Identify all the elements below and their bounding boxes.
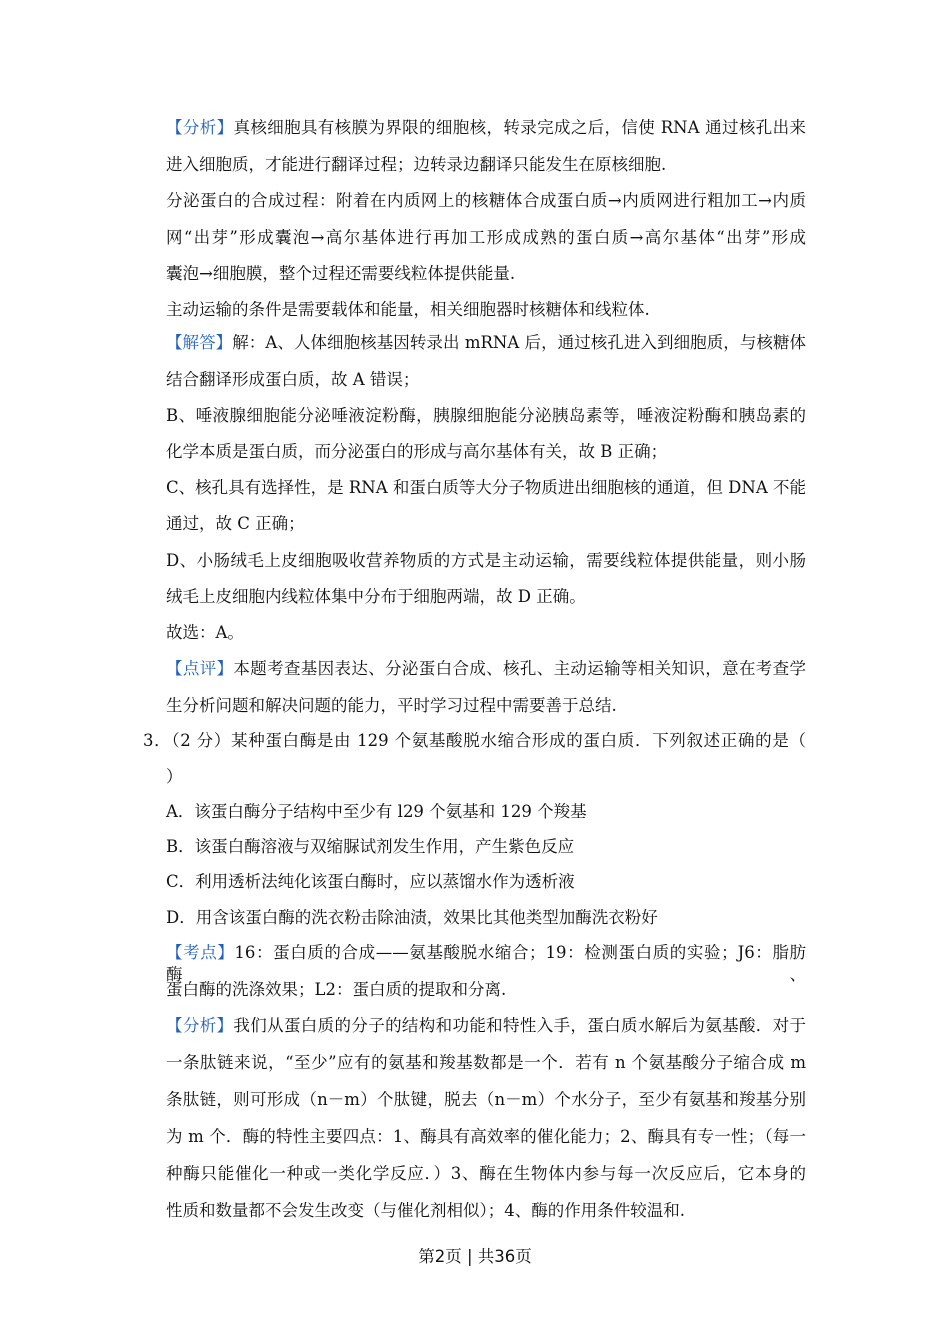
text-line	[166, 263, 806, 285]
line-text: 进入细胞质，才能进行翻译过程；边转录边翻译只能发生在原核细胞.	[166, 155, 667, 174]
line-text: C．利用透析法纯化该蛋白酶时，应以蒸馏水作为透析液	[166, 872, 575, 891]
text-line	[166, 441, 806, 463]
text-line	[166, 586, 806, 608]
line-text: 条肽链，则可形成（n－m）个肽键，脱去（n－m）个水分子，至少有氨基和羧基分别	[166, 1090, 806, 1109]
text-line	[166, 117, 806, 139]
line-text: B．该蛋白酶溶液与双缩脲试剂发生作用，产生紫色反应	[166, 837, 575, 856]
text-line	[166, 405, 806, 427]
text-line	[166, 871, 806, 893]
line-text: 为 m 个．酶的特性主要四点：1、酶具有高效率的催化能力；2、酶具有专一性；（每一	[166, 1127, 806, 1146]
section-tag: 【分析】	[166, 118, 234, 137]
line-text: 种酶只能催化一种或一类化学反应．）3、酶在生物体内参与每一次反应后，它本身的	[166, 1164, 806, 1183]
text-line	[166, 766, 806, 788]
text-line	[166, 801, 806, 823]
text-line	[166, 299, 806, 321]
line-text: C、核孔具有选择性，是 RNA 和蛋白质等大分子物质进出细胞核的通道，但 DNA 不能	[166, 478, 806, 497]
line-text: 主动运输的条件是需要载体和能量，相关细胞器时核糖体和线粒体.	[166, 300, 650, 319]
line-text: 一条肽链来说，“至少”应有的氨基和羧基数都是一个．若有 n 个氨基酸分子缩合成 m	[166, 1053, 806, 1072]
section-tag: 【解答】	[166, 333, 233, 352]
section-tag: 【点评】	[166, 659, 234, 678]
line-text: B、唾液腺细胞能分泌唾液淀粉酶，胰腺细胞能分泌胰岛素等，唾液淀粉酶和胰岛素的	[166, 406, 806, 425]
section-tag: 【考点】	[166, 943, 235, 962]
line-text: ）	[166, 767, 183, 786]
line-text: D．用含该蛋白酶的洗衣粉击除油渍，效果比其他类型加酶洗衣粉好	[166, 908, 658, 927]
text-line	[166, 1052, 806, 1074]
section-tag: 【分析】	[166, 1016, 234, 1035]
line-text: 绒毛上皮细胞内线粒体集中分布于细胞两端，故 D 正确。	[166, 587, 586, 606]
line-text: 化学本质是蛋白质，而分泌蛋白的形成与高尔基体有关，故 B 正确；	[166, 442, 668, 461]
line-text: 真核细胞具有核膜为界限的细胞核，转录完成之后，信使 RNA 通过核孔出来	[233, 118, 806, 137]
line-text: 网“出芽”形成囊泡→高尔基体进行再加工形成成熟的蛋白质→高尔基体“出芽”形成	[166, 228, 806, 247]
text-line	[166, 227, 806, 249]
text-line	[166, 1126, 806, 1148]
text-line	[166, 942, 807, 984]
line-text: 性质和数量都不会发生改变（与催化剂相似）；4、酶的作用条件较温和.	[166, 1201, 685, 1220]
line-text: 通过，故 C 正确；	[166, 514, 305, 533]
line-text: 16：蛋白质的合成——氨基酸脱水缩合；19：检测蛋白质的实验；J6：脂肪酶、	[166, 943, 807, 984]
text-line	[166, 979, 806, 1001]
line-text: D、小肠绒毛上皮细胞吸收营养物质的方式是主动运输，需要线粒体提供能量，则小肠	[166, 551, 806, 570]
text-line	[166, 1163, 806, 1185]
text-line	[166, 836, 806, 858]
text-line	[166, 622, 806, 644]
text-line	[166, 154, 806, 176]
page-footer: 第2页 | 共36页	[418, 1247, 532, 1266]
text-line	[166, 1015, 806, 1037]
text-line	[166, 658, 806, 680]
line-text: A．该蛋白酶分子结构中至少有 l29 个氨基和 129 个羧基	[166, 802, 587, 821]
question-stem	[143, 730, 806, 752]
text-line	[166, 695, 806, 717]
line-text: 3．（2 分）某种蛋白酶是由 129 个氨基酸脱水缩合形成的蛋白质．下列叙述正确的是（	[143, 731, 806, 750]
text-line	[166, 332, 806, 354]
line-text: 结合翻译形成蛋白质，故 A 错误；	[166, 370, 420, 389]
line-text: 解：A、人体细胞核基因转录出 mRNA 后，通过核孔进入到细胞质，与核糖体	[232, 333, 807, 352]
line-text: 囊泡→细胞膜，整个过程还需要线粒体提供能量.	[166, 264, 516, 283]
text-line	[166, 513, 806, 535]
text-line	[166, 477, 806, 499]
line-text: 分泌蛋白的合成过程：附着在内质网上的核糖体合成蛋白质→内质网进行粗加工→内质	[166, 191, 806, 210]
text-line	[166, 550, 806, 572]
text-line	[166, 1200, 806, 1222]
text-line	[166, 190, 806, 212]
line-text: 生分析问题和解决问题的能力，平时学习过程中需要善于总结.	[166, 696, 617, 715]
text-line	[166, 1089, 806, 1111]
line-text: 故选：A。	[166, 623, 244, 642]
text-line	[166, 907, 806, 929]
text-line	[166, 369, 806, 391]
line-text: 蛋白酶的洗涤效果；L2：蛋白质的提取和分离.	[166, 980, 507, 999]
line-text: 本题考查基因表达、分泌蛋白合成、核孔、主动运输等相关知识，意在考查学	[233, 659, 807, 678]
line-text: 我们从蛋白质的分子的结构和功能和特性入手，蛋白质水解后为氨基酸．对于	[233, 1016, 807, 1035]
